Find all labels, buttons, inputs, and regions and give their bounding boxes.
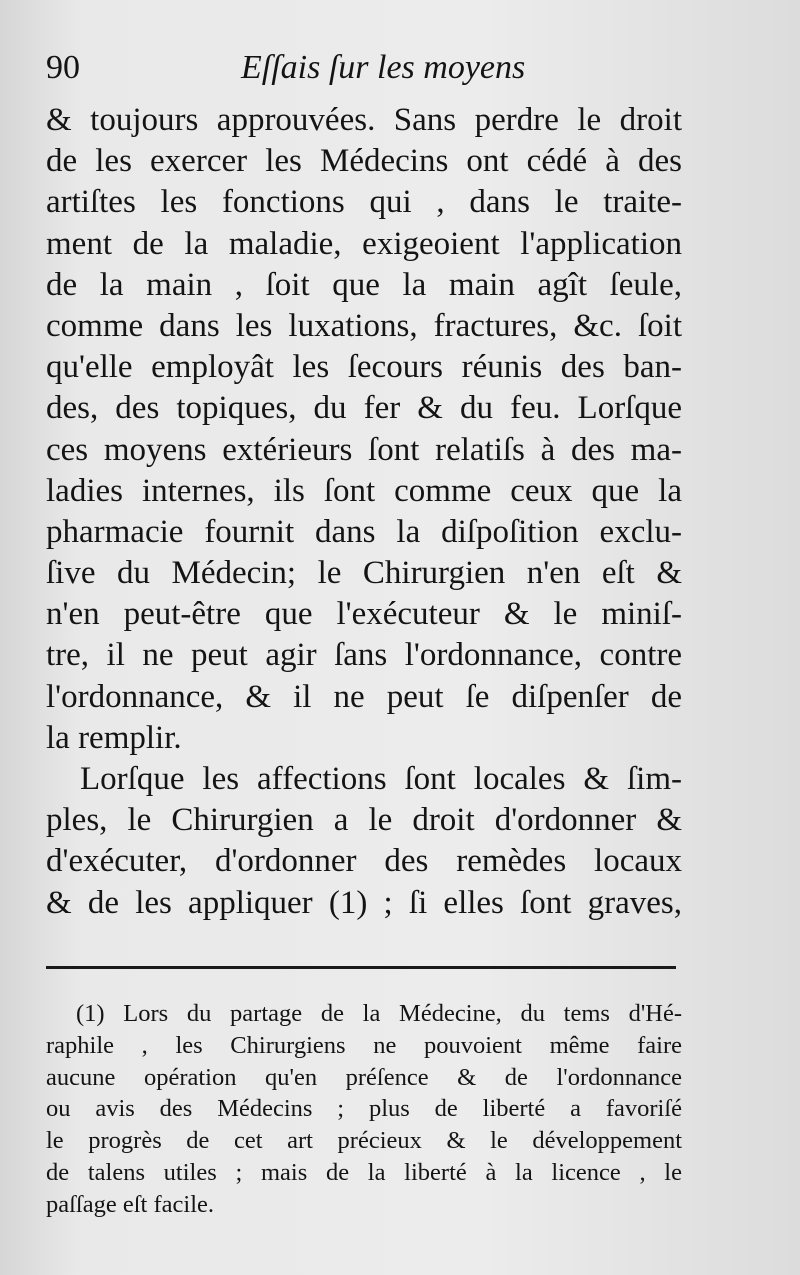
text-line: ces moyens extérieurs ſont relatiſs à des ma- bbox=[46, 431, 682, 468]
text-line: d'exécuter, d'ordonner des remèdes locaux bbox=[46, 843, 682, 880]
footnote-line: aucune opération qu'en préſence & de l'ordonnance bbox=[46, 1063, 682, 1091]
footnote-divider bbox=[46, 966, 676, 969]
text-line: ſive du Médecin; le Chirurgien n'en eſt & bbox=[46, 555, 682, 592]
footnote-line: ou avis des Médecins ; plus de liberté a favoriſé bbox=[46, 1095, 682, 1123]
text-line: tre, il ne peut agir ſans l'ordonnance, contre bbox=[46, 637, 682, 674]
text-line: l'ordonnance, & il ne peut ſe diſpenſer de bbox=[46, 678, 682, 715]
text-line: comme dans les luxations, fractures, &c. ſoit bbox=[46, 307, 682, 344]
footnote-line: raphile , les Chirurgiens ne pouvoient même faire bbox=[46, 1031, 682, 1059]
footnote-line: de talens utiles ; mais de la liberté à la licence , le bbox=[46, 1158, 682, 1186]
text-line: de la main , ſoit que la main agît ſeule, bbox=[46, 266, 682, 303]
text-line: & de les appliquer (1) ; ſi elles ſont graves, bbox=[46, 884, 682, 921]
text-line: & toujours approuvées. Sans perdre le droit bbox=[46, 102, 682, 138]
main-text bbox=[46, 100, 682, 924]
footnote-line: (1) Lors du partage de la Médecine, du tems d'Hé- bbox=[76, 1000, 682, 1027]
text-line: qu'elle employât les ſecours réunis des ban- bbox=[46, 349, 682, 386]
footnote-line: paſſage eſt facile. bbox=[46, 1190, 214, 1218]
text-line: ment de la maladie, exigeoient l'application bbox=[46, 225, 682, 262]
footnote-line: le progrès de cet art précieux & le développement bbox=[46, 1127, 682, 1155]
page-number: 90 bbox=[46, 49, 80, 86]
text-line: de les exercer les Médecins ont cédé à des bbox=[46, 143, 682, 180]
text-line: des, des topiques, du fer & du feu. Lorſque bbox=[46, 390, 682, 427]
running-title: Eſſais ſur les moyens bbox=[241, 49, 526, 86]
text-line: ples, le Chirurgien a le droit d'ordonner & bbox=[46, 802, 682, 839]
text-line: ladies internes, ils ſont comme ceux que la bbox=[46, 472, 682, 509]
page-header bbox=[46, 44, 666, 92]
text-line: n'en peut-être que l'exécuteur & le miniſ- bbox=[46, 596, 682, 633]
paragraph-start-line: Lorſque les affections ſont locales & ſim- bbox=[80, 761, 682, 797]
footnote bbox=[46, 998, 682, 1221]
text-line: la remplir. bbox=[46, 719, 182, 756]
text-line: pharmacie fournit dans la diſpoſition exclu- bbox=[46, 513, 682, 550]
text-line: artiſtes les fonctions qui , dans le traite- bbox=[46, 184, 682, 221]
